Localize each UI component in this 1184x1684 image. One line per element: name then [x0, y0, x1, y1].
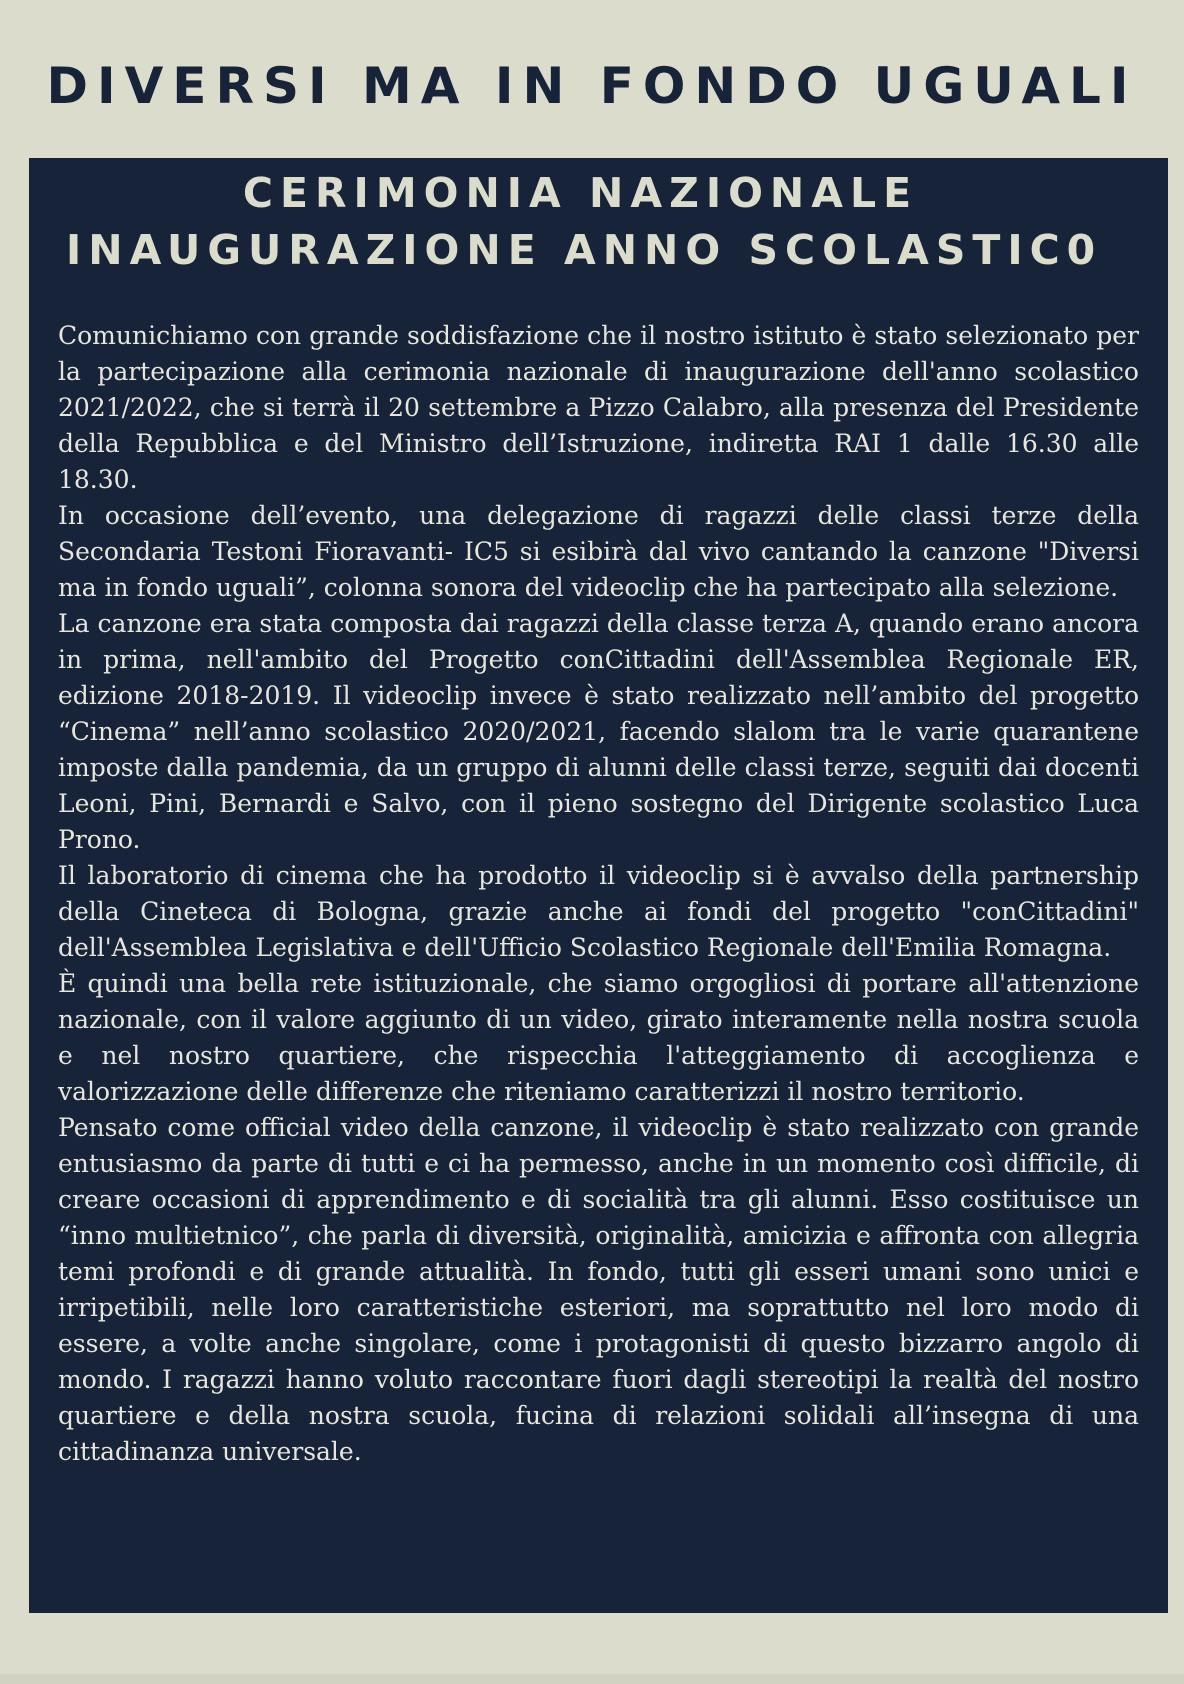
paragraph: Pensato come official video della canzone, il videoclip è stato realizzato con grande entusiasmo da parte di tutti e ci ha permesso, anche in un momento così difficile, di creare occasioni di apprendimento e di socialità tra gli alunni. Esso costituisce un “inno multietnico”, che parla di diversità, originalità, amicizia e affronta con allegria temi profondi e di grande attualità. In fondo, tutti gli esseri umani sono unici e irripetibili, nelle loro caratteristiche esteriori, ma soprattutto nel loro modo di essere, a volte anche singolare, come i protagonisti di questo bizzarro angolo di mondo. I ragazzi hanno voluto raccontare fuori dagli stereotipi la realtà del nostro quartiere e della nostra scuola, fucina di relazioni solidali all’insegna di una cittadinanza universale. [58, 1113, 1139, 1466]
bottom-band [0, 1674, 1184, 1684]
subtitle-line-2: INAUGURAZIONE ANNO SCOLASTIC0 [66, 226, 1103, 274]
page-title: DIVERSI MA IN FONDO UGUALI [46, 57, 1138, 115]
paragraph: La canzone era stata composta dai ragazzi della classe terza A, quando erano ancora in prima, nell'ambito del Progetto conCittadini dell'Assemblea Regionale ER, edizione 2018-2019. Il videoclip invece è stato realizzato nell’ambito del progetto “Cinema” nell’anno scolastico 2020/2021, facendo slalom tra le varie quarantene imposte dalla pandemia, da un gruppo di alunni delle classi terze, seguiti dai docenti Leoni, Pini, Bernardi e Salvo, con il pieno sostegno del Dirigente scolastico Luca Prono. [58, 609, 1139, 854]
paragraph: È quindi una bella rete istituzionale, che siamo orgogliosi di portare all'attenzione nazionale, con il valore aggiunto di un video, girato interamente nella nostra scuola e nel nostro quartiere, che rispecchia l'atteggiamento di accoglienza e valorizzazione delle differenze che riteniamo caratterizzi il nostro territorio. [58, 969, 1139, 1106]
content-panel [29, 158, 1168, 1613]
paragraph: Il laboratorio di cinema che ha prodotto il videoclip si è avvalso della partnership della Cineteca di Bologna, grazie anche ai fondi del progetto "conCittadini" dell'Assemblea Legislativa e dell'Ufficio Scolastico Regionale dell'Emilia Romagna. [58, 861, 1139, 962]
body-text [58, 318, 1139, 1470]
subtitle-line-1: CERIMONIA NAZIONALE [242, 169, 919, 217]
paragraph: Comunichiamo con grande soddisfazione che il nostro istituto è stato selezionato per la partecipazione alla cerimonia nazionale di inaugurazione dell'anno scolastico 2021/2022, che si terrà il 20 settembre a Pizzo Calabro, alla presenza del Presidente della Repubblica e del Ministro dell’Istruzione, indiretta RAI 1 dalle 16.30 alle 18.30. [58, 321, 1139, 494]
paragraph: In occasione dell’evento, una delegazione di ragazzi delle classi terze della Secondaria Testoni Fioravanti- IC5 si esibirà dal vivo cantando la canzone "Diversi ma in fondo uguali”, colonna sonora del videoclip che ha partecipato alla selezione. [58, 501, 1139, 602]
